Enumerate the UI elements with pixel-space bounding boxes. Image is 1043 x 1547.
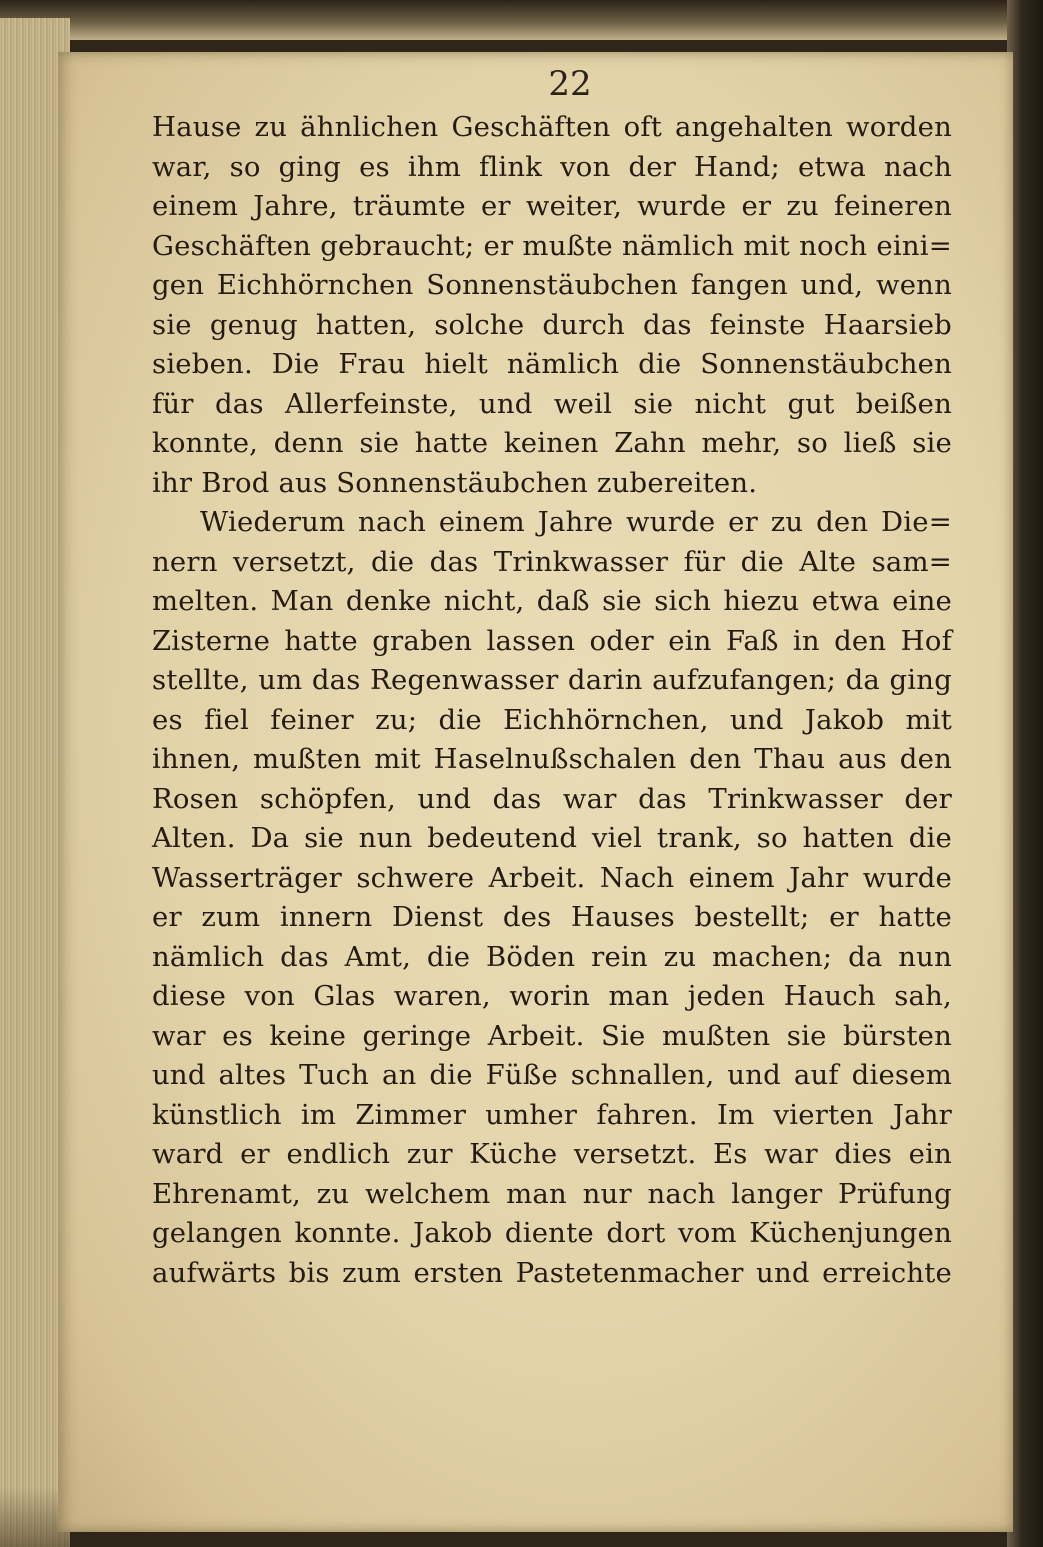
text-line: aufwärts bis zum ersten Pastetenmacher und erreichte <box>152 1256 952 1289</box>
text-line: Wasserträger schwere Arbeit. Nach einem Jahr wurde <box>152 861 952 894</box>
text-line: sieben. Die Frau hielt nämlich die Sonnenstäubchen <box>152 348 952 380</box>
text-line: nern versetzt, die das Trinkwasser für die Alte sam= <box>152 545 952 578</box>
text-line: nämlich das Amt, die Böden rein zu machen; da nun <box>152 940 952 973</box>
text-line: einem Jahre, träumte er weiter, wurde er zu feineren <box>152 190 952 222</box>
text-line: und altes Tuch an die Füße schnallen, und auf diesem <box>152 1059 952 1091</box>
text-line: Hause zu ähnlichen Geschäften oft angehalten worden <box>152 111 952 143</box>
text-line: Wiederum nach einem Jahre wurde er zu den Die= <box>200 506 952 538</box>
text-line: ihnen, mußten mit Haselnußschalen den Thau aus den <box>152 743 952 775</box>
text-line: es fiel feiner zu; die Eichhörnchen, und Jakob mit <box>152 703 952 736</box>
text-line: diese von Glas waren, worin man jeden Hauch sah, <box>152 980 952 1012</box>
text-line: Alten. Da sie nun bedeutend viel trank, so hatten die <box>152 822 952 854</box>
text-line: melten. Man denke nicht, daß sie sich hiezu etwa eine <box>152 585 952 617</box>
text-line: ward er endlich zur Küche versetzt. Es war dies ein <box>152 1138 952 1170</box>
text-line: konnte, denn sie hatte keinen Zahn mehr, so ließ sie <box>152 427 952 459</box>
text-line: er zum innern Dienst des Hauses bestellt; er hatte <box>152 901 952 933</box>
text-line: für das Allerfeinste, und weil sie nicht gut beißen <box>152 387 952 420</box>
text-line: ihr Brod aus Sonnenstäubchen zubereiten. <box>152 466 758 499</box>
text-line: stellte, um das Regenwasser darin aufzufangen; da ging <box>152 664 952 696</box>
text-line: Geschäften gebraucht; er mußte nämlich mit noch eini= <box>152 229 952 262</box>
text-line: Zisterne hatte graben lassen oder ein Faß in den Hof <box>152 624 952 657</box>
text-line: gen Eichhörnchen Sonnenstäubchen fangen und, wenn <box>152 269 952 301</box>
text-line: Rosen schöpfen, und das war das Trinkwasser der <box>152 782 952 815</box>
text-line: war, so ging es ihm flink von der Hand; etwa nach <box>152 150 952 183</box>
page-number: 22 <box>548 64 592 104</box>
text-line: gelangen konnte. Jakob diente dort vom Küchenjungen <box>152 1217 952 1249</box>
text-line: künstlich im Zimmer umher fahren. Im vierten Jahr <box>152 1098 952 1131</box>
body-text <box>152 108 952 1293</box>
book-top-edge <box>0 0 1043 40</box>
text-line: sie genug hatten, solche durch das feinste Haarsieb <box>152 308 952 341</box>
text-line: Ehrenamt, zu welchem man nur nach langer Prüfung <box>152 1177 952 1210</box>
text-line: war es keine geringe Arbeit. Sie mußten sie bürsten <box>152 1019 952 1052</box>
